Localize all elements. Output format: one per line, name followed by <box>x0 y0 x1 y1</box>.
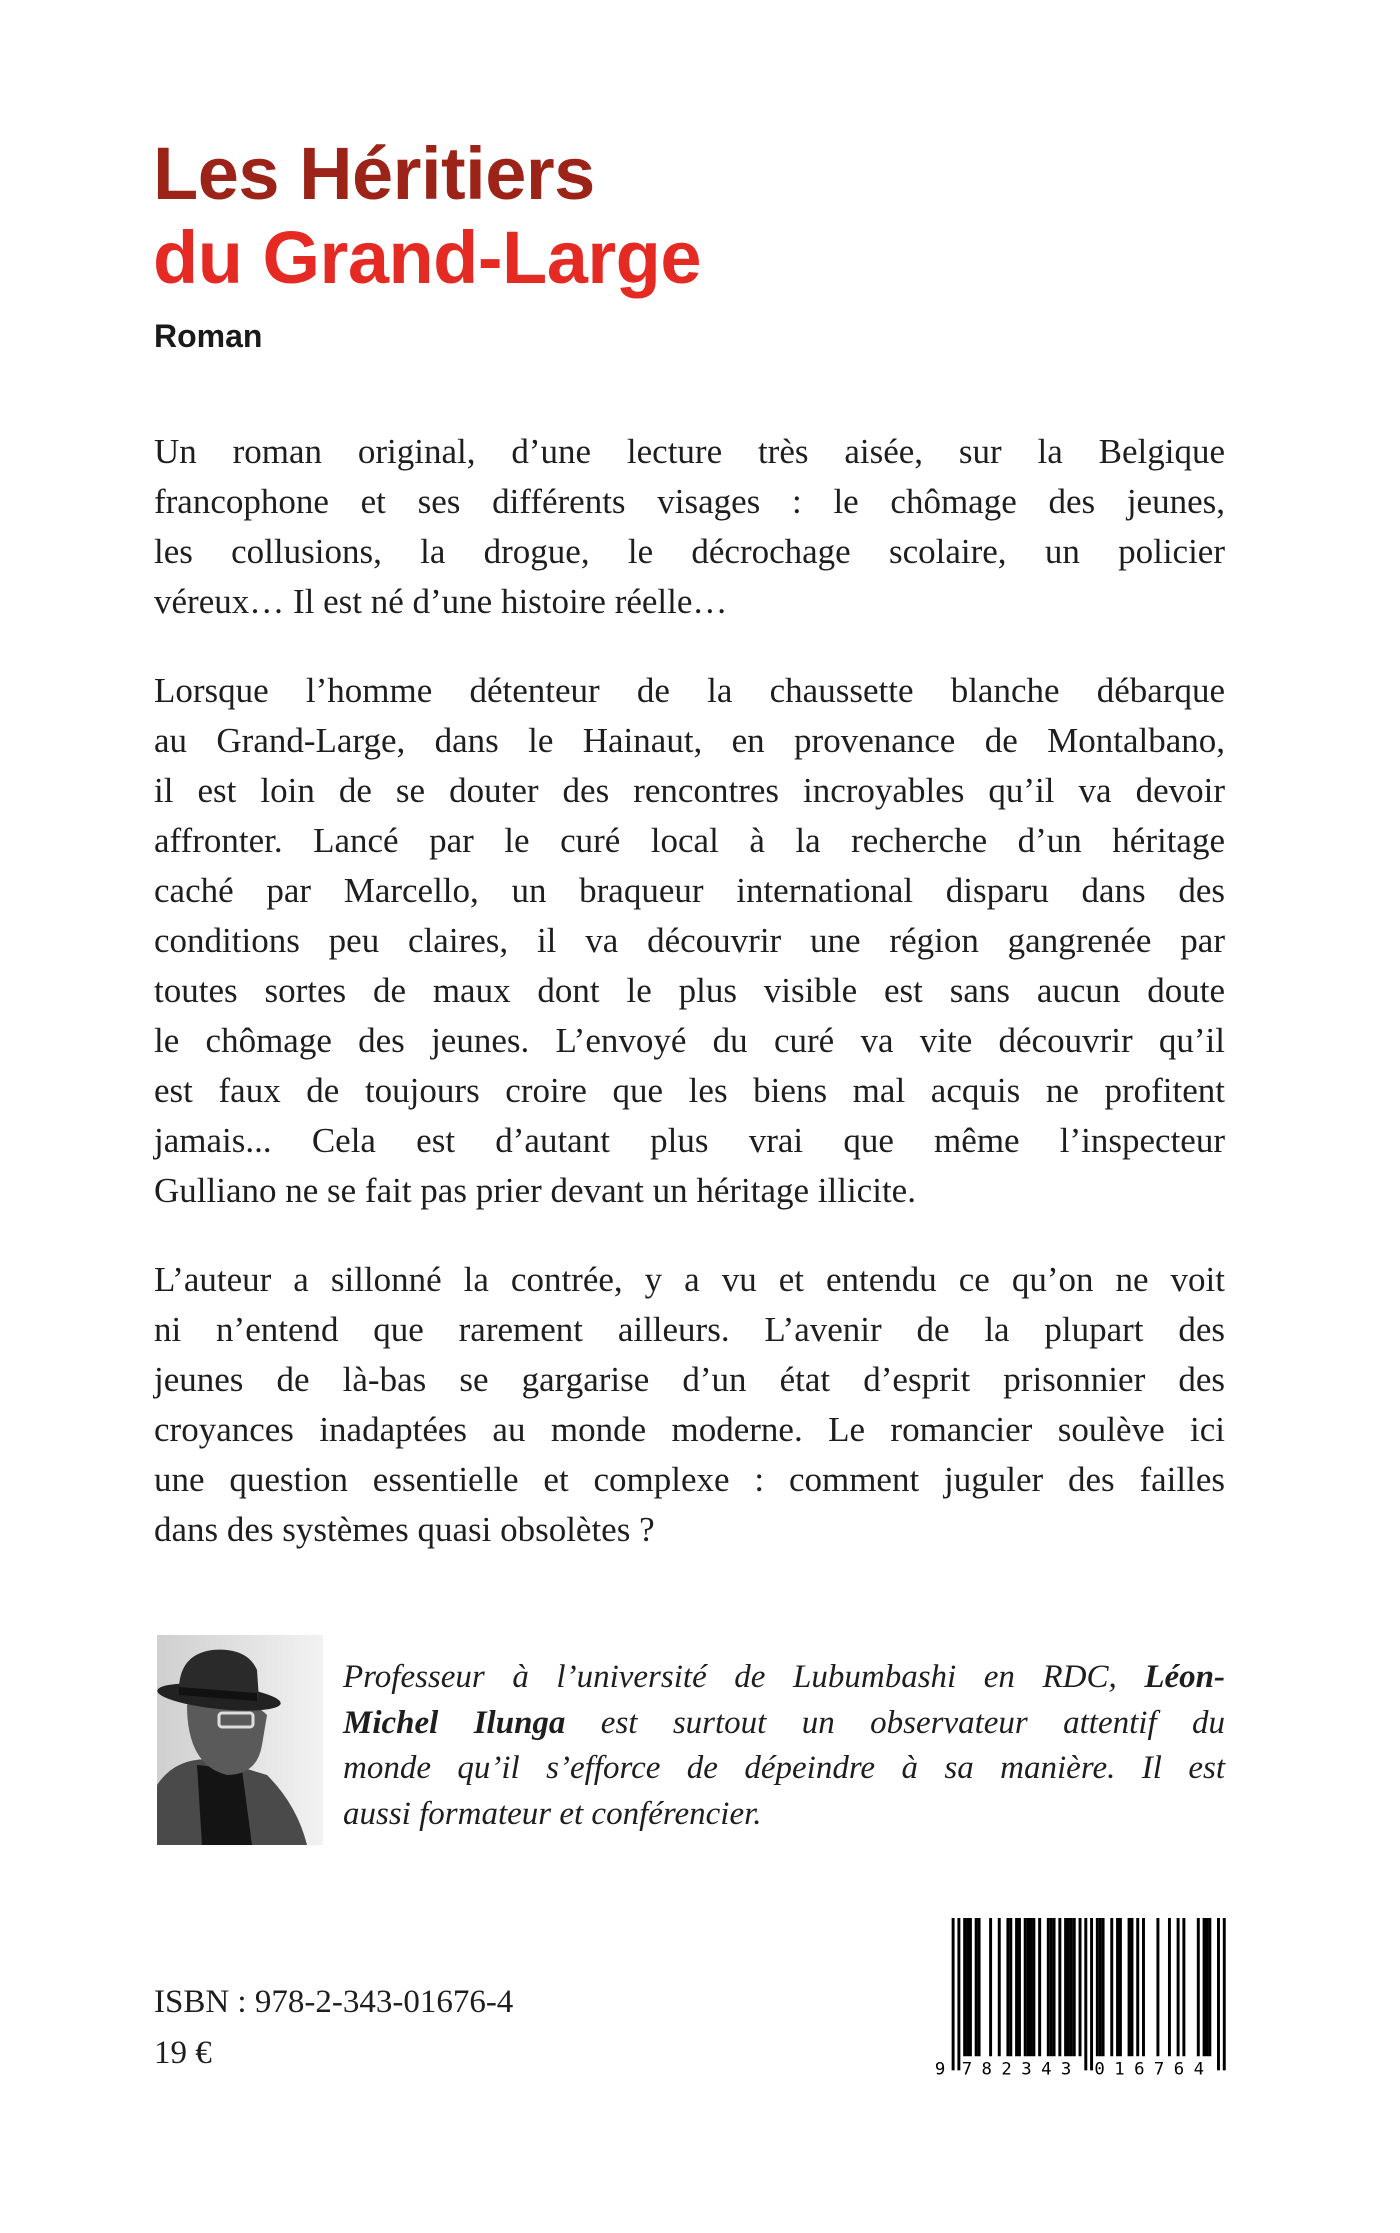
blurb-line: dans des systèmes quasi obsolètes ? <box>154 1510 655 1549</box>
barcode-bar <box>1168 1918 1171 2056</box>
barcode-bar <box>1067 1918 1070 2056</box>
barcode-bar <box>1102 1918 1105 2056</box>
barcode-bar <box>1110 1918 1113 2056</box>
barcode-bar <box>969 1918 972 2056</box>
barcode-bar <box>1027 1918 1030 2056</box>
blurb-line: au Grand-Large, dans le Hainaut, en provenance de Montalbano, <box>154 721 1225 760</box>
barcode-bar <box>966 1918 969 2056</box>
blurb-paragraph-1 <box>154 427 1225 627</box>
price-text: 19 € <box>154 2035 212 2071</box>
barcode-bar <box>1182 1918 1185 2056</box>
barcode-bar <box>1096 1918 1099 2056</box>
barcode-bar <box>1070 1918 1073 2056</box>
blurb-line: croyances inadaptées au monde moderne. Le romancier soulève ici <box>154 1410 1225 1449</box>
barcode-bar <box>1203 1918 1206 2056</box>
barcode-bar <box>1050 1918 1053 2056</box>
barcode-bar <box>1177 1918 1180 2056</box>
barcode-digits-left: 782343 <box>961 2059 1072 2076</box>
blurb-line: conditions peu claires, il va découvrir une région gangrenée par <box>154 921 1225 960</box>
barcode-bar <box>1090 1918 1093 2070</box>
barcode-bar <box>1006 1918 1009 2056</box>
barcode-bar <box>1119 1918 1122 2056</box>
barcode-bar <box>1064 1918 1067 2056</box>
author-bio <box>343 1655 1225 1837</box>
author-photo <box>157 1635 323 1845</box>
barcode-bar <box>1128 1918 1131 2056</box>
barcode-bar <box>978 1918 981 2056</box>
barcode-bar <box>1047 1918 1050 2056</box>
bio-line <box>343 1655 1225 1701</box>
blurb-line: affronter. Lancé par le curé local à la recherche d’un héritage <box>154 821 1225 860</box>
blurb-line: le chômage des jeunes. L’envoyé du curé va vite découvrir qu’il <box>154 1021 1225 1060</box>
blurb-line: jamais... Cela est d’autant plus vrai que même l’inspecteur <box>154 1121 1225 1160</box>
barcode-bar <box>1015 1918 1018 2056</box>
blurb-line: Un roman original, d’une lecture très aisée, sur la Belgique <box>154 432 1225 471</box>
barcode-bar <box>1024 1918 1027 2056</box>
barcode-bar <box>952 1918 955 2070</box>
barcode-bar <box>1130 1918 1133 2056</box>
blurb-line: ni n’entend que rarement ailleurs. L’avenir de la plupart des <box>154 1310 1225 1349</box>
book-title-line2: du Grand-Large <box>153 216 702 299</box>
blurb-line: véreux… Il est né d’une histoire réelle… <box>154 582 728 621</box>
barcode-bar <box>1116 1918 1119 2056</box>
blurb-paragraph-2 <box>154 666 1225 1216</box>
barcode-bar <box>1058 1918 1061 2056</box>
author-name-part1: Léon- <box>1144 1659 1225 1695</box>
blurb-line: les collusions, la drogue, le décrochage scolaire, un policier <box>154 532 1225 571</box>
blurb-line: est faux de toujours croire que les biens mal acquis ne profitent <box>154 1071 1225 1110</box>
blurb-line: jeunes de là-bas se gargarise d’un état d’esprit prisonnier des <box>154 1360 1225 1399</box>
isbn-barcode <box>930 1918 1230 2076</box>
barcode-bar <box>1156 1918 1159 2056</box>
barcode-bar <box>1142 1918 1145 2056</box>
isbn-text: ISBN : 978-2-343-01676-4 <box>154 1984 514 2020</box>
barcode-bar <box>1009 1918 1012 2056</box>
bio-line: monde qu’il s’efforce de dépeindre à sa manière. Il est <box>343 1750 1225 1786</box>
barcode-bar <box>989 1918 992 2056</box>
blurb-line: caché par Marcello, un braqueur international disparu dans des <box>154 871 1225 910</box>
bio-line <box>343 1701 1225 1747</box>
bio-text: est surtout un observateur attentif du <box>565 1704 1225 1741</box>
barcode-bar <box>1136 1918 1139 2056</box>
barcode-digit-first: 9 <box>934 2059 946 2076</box>
barcode-bar <box>1208 1918 1211 2056</box>
genre-label: Roman <box>154 318 263 354</box>
author-name-part2: Michel Ilunga <box>343 1704 566 1741</box>
barcode-bar <box>1217 1918 1220 2070</box>
barcode-bar <box>1099 1918 1102 2056</box>
barcode-bar <box>1073 1918 1076 2056</box>
barcode-bar <box>998 1918 1001 2056</box>
blurb-line: une question essentielle et complexe : comment juguler des failles <box>154 1460 1225 1499</box>
blurb-line: francophone et ses différents visages : le chômage des jeunes, <box>154 482 1225 521</box>
barcode-bar <box>963 1918 966 2056</box>
barcode-bar <box>1030 1918 1033 2056</box>
blurb-line: Lorsque l’homme détenteur de la chaussette blanche débarque <box>154 671 1225 710</box>
blurb-line: L’auteur a sillonné la contrée, y a vu et entendu ce qu’on ne voit <box>154 1260 1225 1299</box>
bio-line: aussi formateur et conférencier. <box>343 1795 762 1832</box>
blurb-line: Gulliano ne se fait pas prier devant un héritage illicite. <box>154 1171 916 1210</box>
barcode-bar <box>1205 1918 1208 2056</box>
barcode-bar <box>1018 1918 1021 2056</box>
barcode-bar <box>1053 1918 1056 2056</box>
barcode-bar <box>1084 1918 1087 2070</box>
barcode-bar <box>1223 1918 1226 2070</box>
blurb-line: il est loin de se douter des rencontres incroyables qu’il va devoir <box>154 771 1225 810</box>
blurb-paragraph-3 <box>154 1255 1225 1555</box>
bio-text: Professeur à l’université de Lubumbashi en RDC, <box>343 1659 1145 1695</box>
barcode-bar <box>1038 1918 1041 2056</box>
barcode-bar <box>957 1918 960 2070</box>
barcode-bar <box>975 1918 978 2056</box>
book-title-line1: Les Héritiers <box>153 132 595 215</box>
blurb-line: toutes sortes de maux dont le plus visible est sans aucun doute <box>154 971 1225 1010</box>
barcode-bar <box>1079 1918 1082 2056</box>
barcode-bar <box>1197 1918 1200 2056</box>
barcode-bar <box>1032 1918 1035 2056</box>
barcode-digits-right: 016764 <box>1094 2059 1205 2076</box>
